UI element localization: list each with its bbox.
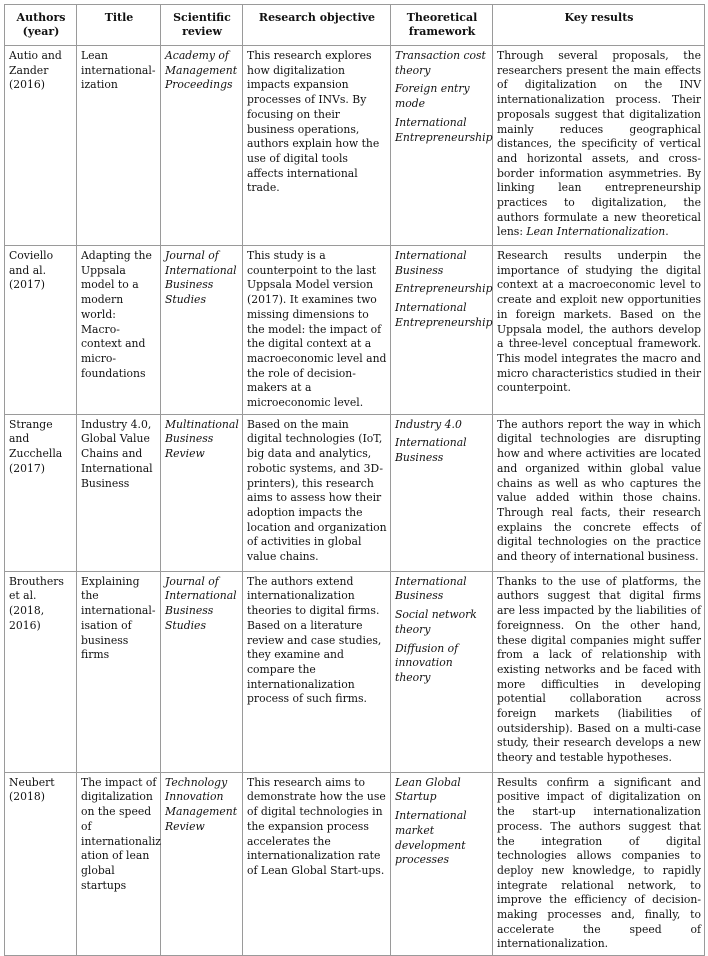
cell-authors: Strange and Zucchella (2017) bbox=[5, 414, 77, 571]
framework-item: Transaction cost theory bbox=[395, 49, 486, 77]
framework-item: International Business bbox=[395, 574, 467, 603]
cell-objective: Based on the main digital technologies (IoT, big data and analytics, robotic systems, and 3D-printers), this research aims to assess how their adoption impacts the location and organization of activities in global value chains. bbox=[243, 414, 391, 571]
header-framework: Theoretical framework bbox=[391, 5, 493, 46]
framework-item: International Entrepreneurship bbox=[395, 301, 493, 329]
cell-framework bbox=[391, 46, 493, 246]
cell-authors: Brouthers et al. (2018, 2016) bbox=[5, 571, 77, 772]
cell-framework bbox=[391, 246, 493, 415]
cell-authors: Autio and Zander (2016) bbox=[5, 46, 77, 246]
cell-review: Journal of International Business Studies bbox=[161, 571, 243, 772]
cell-results: Results confirm a significant and positive impact of digitalization on the start-up internationalization process. The authors suggest that the integration of digital technologies allows companies to deploy new knowledge, to rapidly integrate relational network, to improve the efficiency of decision-making processes and, finally, to accelerate the speed of internationalization. bbox=[493, 772, 705, 955]
cell-objective: The authors extend internationalization theories to digital firms. Based on a literature review and case studies, they examine and compare the internationalization process of such firms. bbox=[243, 571, 391, 772]
cell-framework bbox=[391, 772, 493, 955]
literature-review-table bbox=[4, 4, 705, 956]
framework-item: Social network theory bbox=[395, 608, 477, 636]
cell-objective: This research explores how digitalization impacts expansion processes of INVs. By focusing on their business operations, authors explain how the use of digital tools affects international trade. bbox=[243, 46, 391, 246]
framework-item: Lean Global Startup bbox=[395, 775, 461, 804]
framework-item: International Entrepreneurship bbox=[395, 115, 493, 144]
header-title: Title bbox=[77, 5, 161, 46]
cell-title: The impact of digitalization on the speed of internationaliz ation of lean global startups bbox=[77, 772, 161, 955]
cell-results: Research results underpin the importance of studying the digital context at a macroeconomic level to create and exploit new opportunities in foreign markets. Based on the Uppsala model, the authors develop a three-level conceptual framework. This model integrates the macro and micro characteristics studied in their counterpoint. bbox=[493, 246, 705, 415]
cell-objective: This study is a counterpoint to the last Uppsala Model version (2017). It examines two missing dimensions to the model: the impact of the digital context at a macroeconomic level and the role of decision-makers at a microeconomic level. bbox=[243, 246, 391, 415]
cell-title: Explaining the international-isation of business firms bbox=[77, 571, 161, 772]
results-text: Through several proposals, the researchers present the main effects of digitalization on the INV internationalization process. Their proposals suggest that digitalization mainly reduces geographical distances, the specificity of vertical and horizontal assets, and cross-border information asymmetries. By linking lean entrepreneurship practices to digitalization, the authors formulate a new theoretical lens: bbox=[497, 49, 701, 239]
cell-review: Academy of Management Proceedings bbox=[161, 46, 243, 246]
table-row bbox=[5, 772, 705, 955]
results-tail: . bbox=[665, 225, 669, 239]
cell-results: The authors report the way in which digital technologies are disrupting how and where activities are located and organized within global value chains as well as who captures the value added within those chains. Through real facts, their research explains the concrete effects of digital technologies on the practice and theory of international business. bbox=[493, 414, 705, 571]
header-review: Scientific review bbox=[161, 5, 243, 46]
header-results: Key results bbox=[493, 5, 705, 46]
header-row bbox=[5, 5, 705, 46]
cell-framework bbox=[391, 414, 493, 571]
cell-objective: This research aims to demonstrate how the use of digital technologies in the expansion process accelerates the internationalization rate of Lean Global Start-ups. bbox=[243, 772, 391, 955]
header-objective: Research objective bbox=[243, 5, 391, 46]
framework-item: Industry 4.0 bbox=[395, 417, 462, 431]
framework-item: International Business bbox=[395, 249, 467, 277]
cell-title: Industry 4.0, Global Value Chains and International Business bbox=[77, 414, 161, 571]
header-authors: Authors (year) bbox=[5, 5, 77, 46]
framework-item: Entrepreneurship bbox=[395, 282, 493, 296]
results-emphasis: Lean Internationalization bbox=[526, 225, 666, 239]
cell-authors: Coviello and al. (2017) bbox=[5, 246, 77, 415]
cell-title: Lean international-ization bbox=[77, 46, 161, 246]
framework-item: International market development processes bbox=[395, 809, 467, 867]
cell-authors: Neubert (2018) bbox=[5, 772, 77, 955]
table-row bbox=[5, 571, 705, 772]
cell-review: Journal of International Business Studies bbox=[161, 246, 243, 415]
framework-item: Diffusion of innovation theory bbox=[395, 641, 459, 684]
table-row bbox=[5, 414, 705, 571]
cell-title: Adapting the Uppsala model to a modern world: Macro-context and micro-foundations bbox=[77, 246, 161, 415]
cell-framework bbox=[391, 571, 493, 772]
table-row bbox=[5, 246, 705, 415]
table-row bbox=[5, 46, 705, 246]
cell-review: Multinational Business Review bbox=[161, 414, 243, 571]
cell-results bbox=[493, 46, 705, 246]
cell-results: Thanks to the use of platforms, the authors suggest that digital firms are less impacted by the liabilities of foreignness. On the other hand, these digital companies might suffer from a lack of relationship with existing networks and be faced with more difficulties in developing potential collaboration across foreign markets (liabilities of outsidership). Based on a multi-case study, their research develops a new theory and testable hypotheses. bbox=[493, 571, 705, 772]
framework-item: International Business bbox=[395, 436, 467, 465]
cell-review: Technology Innovation Management Review bbox=[161, 772, 243, 955]
framework-item: Foreign entry mode bbox=[395, 82, 470, 111]
